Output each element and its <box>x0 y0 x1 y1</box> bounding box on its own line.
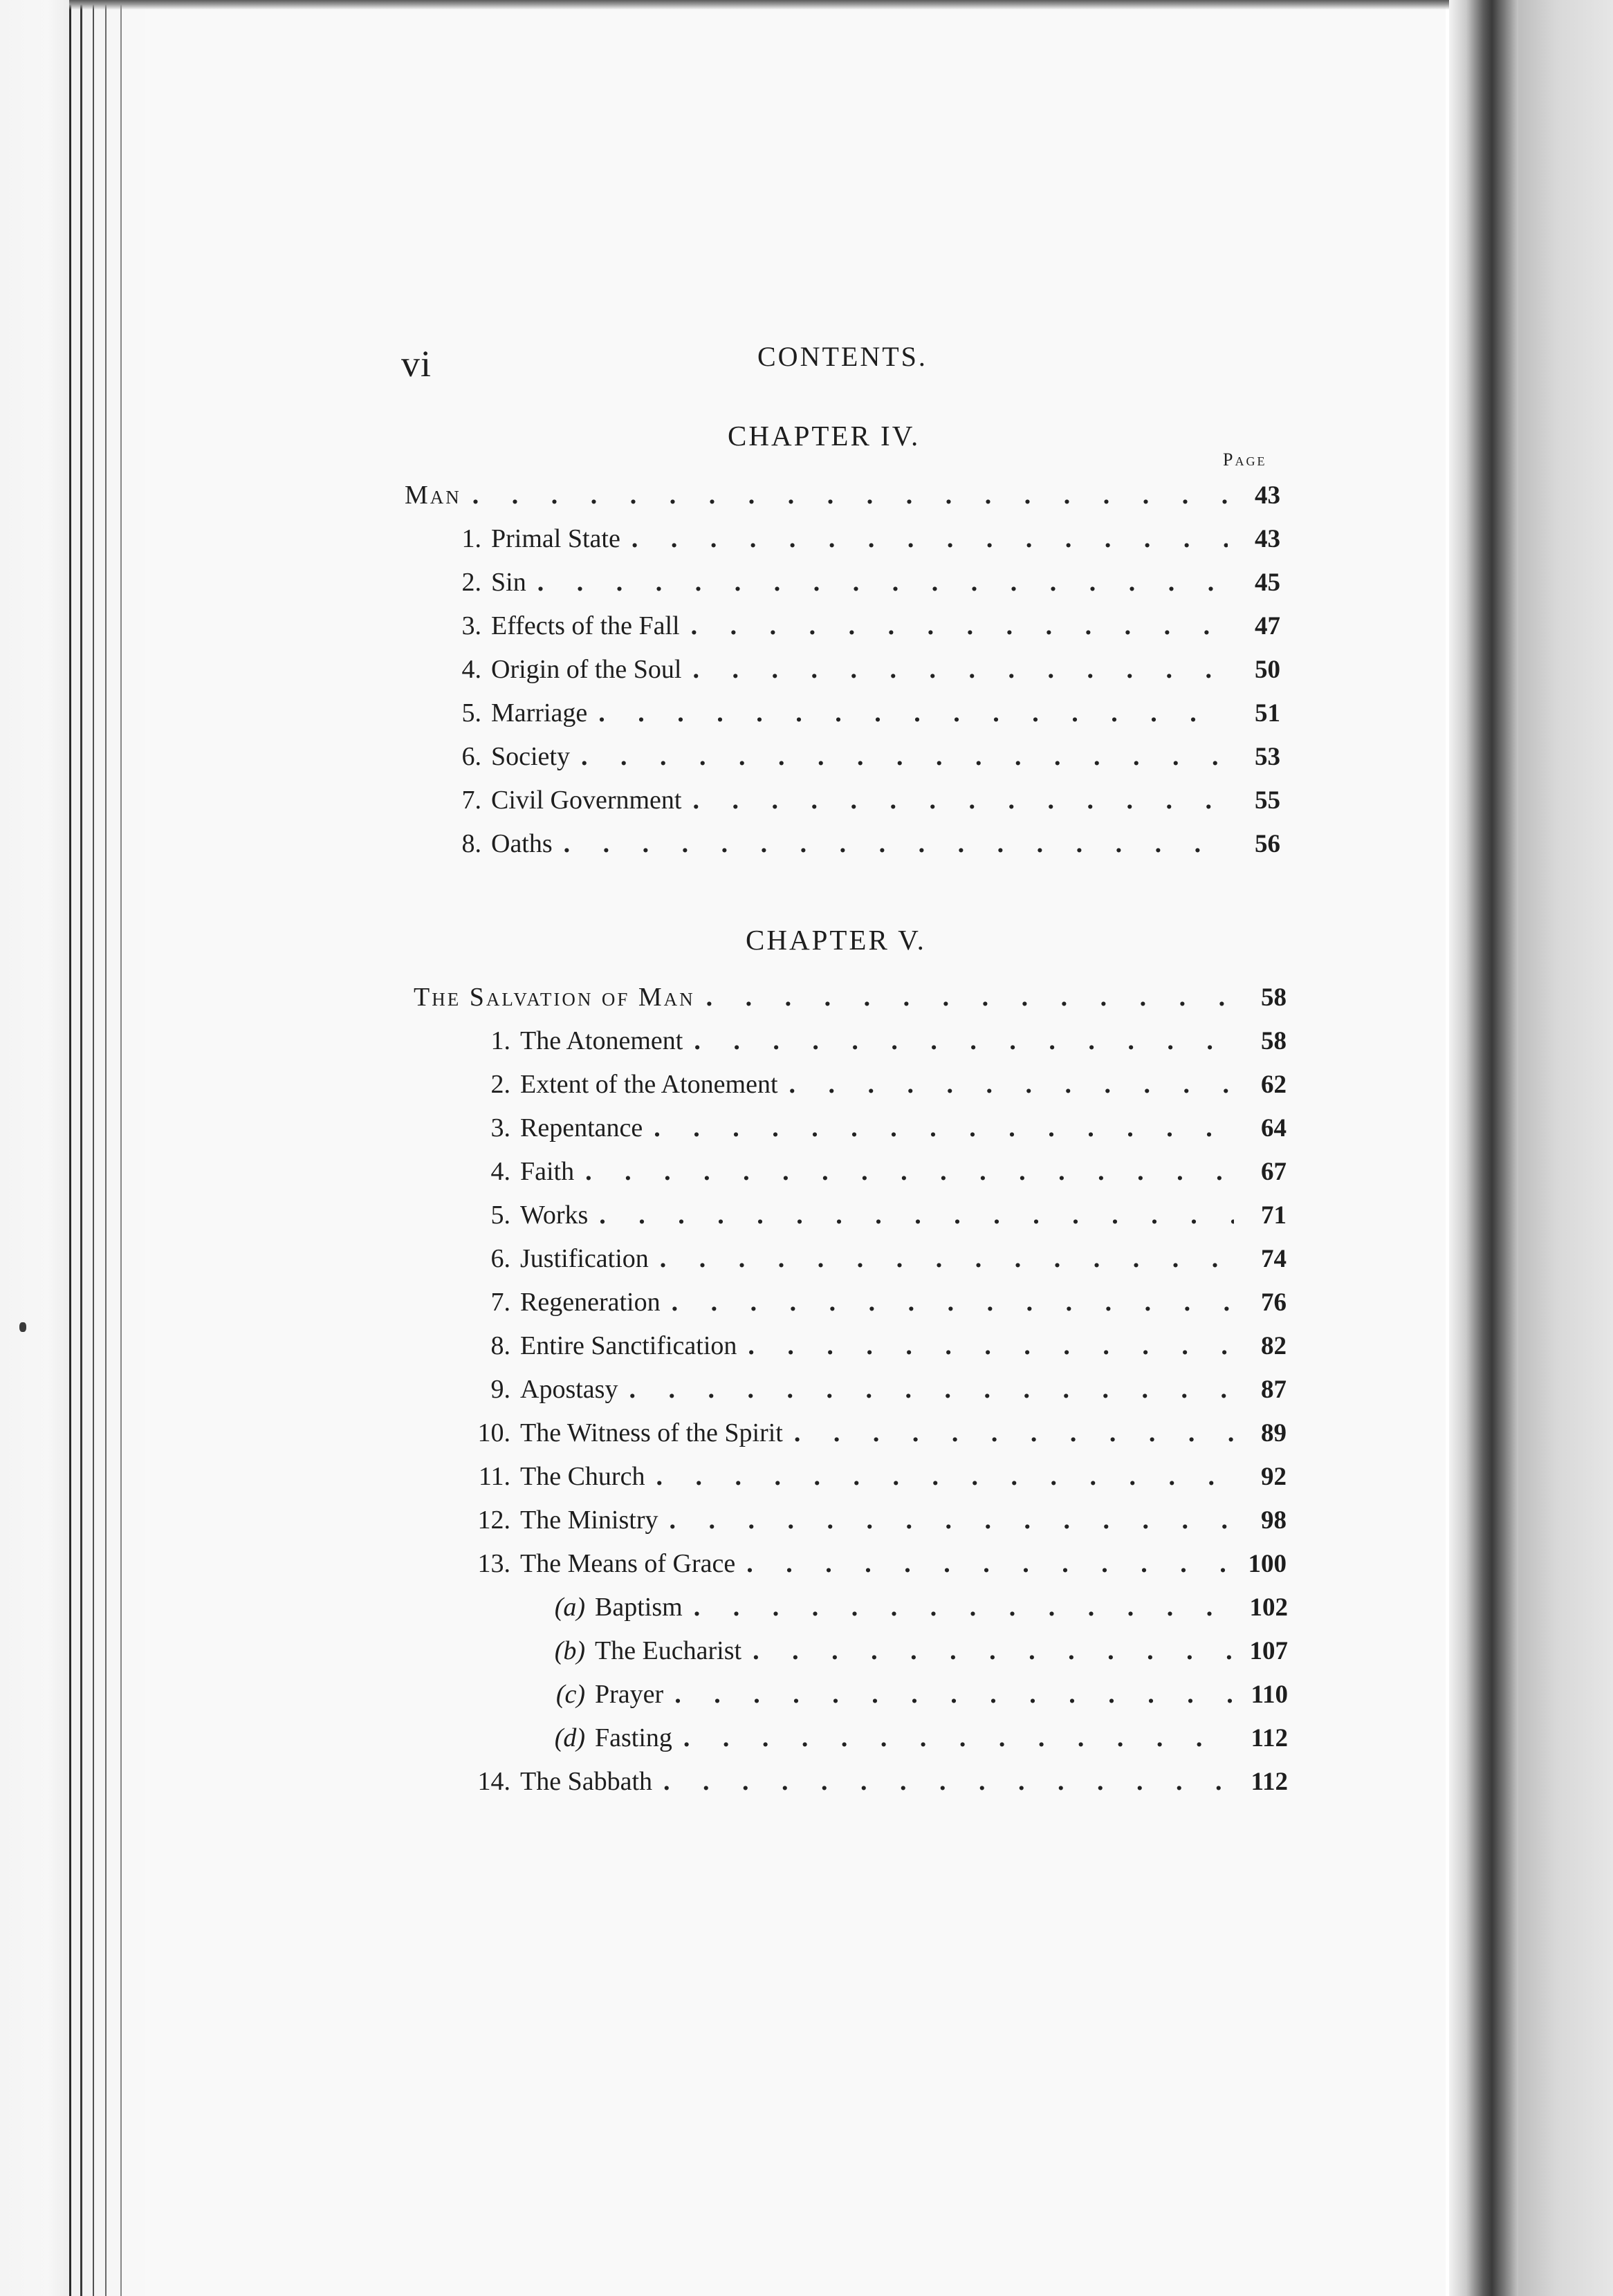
toc-entry[interactable] <box>457 1287 1287 1323</box>
entry-page: 51 <box>1255 699 1280 728</box>
entry-number: 6. <box>490 1244 510 1273</box>
facing-page-edge <box>1518 0 1613 2296</box>
entry-title: Works <box>520 1201 589 1230</box>
leader-dots <box>683 1723 1235 1753</box>
entry-title: Repentance <box>520 1113 643 1142</box>
entry-page: 82 <box>1261 1332 1287 1360</box>
entry-page: 112 <box>1251 1724 1288 1752</box>
leader-dots <box>537 567 1228 598</box>
entry-title: Apostasy <box>520 1375 618 1404</box>
entry-number: 1. <box>490 1026 510 1055</box>
entry-number: 13. <box>477 1549 510 1578</box>
leader-dots <box>599 1200 1234 1230</box>
entry-page: 43 <box>1255 525 1280 553</box>
entry-title: Justification <box>520 1244 649 1273</box>
leader-dots <box>564 828 1228 859</box>
leader-dots <box>656 1461 1234 1492</box>
leader-dots <box>748 1331 1234 1361</box>
entry-page: 89 <box>1261 1419 1287 1447</box>
entry-title: Prayer <box>595 1680 664 1709</box>
entry-number: 4. <box>490 1157 510 1186</box>
page-stack-edges <box>69 0 145 2296</box>
entry-page: 98 <box>1261 1506 1287 1535</box>
entry-number: 3. <box>490 1113 510 1142</box>
leader-dots <box>746 1548 1234 1579</box>
leader-dots <box>706 982 1234 1012</box>
entry-page: 47 <box>1255 612 1280 640</box>
entry-page: 110 <box>1251 1681 1288 1709</box>
entry-title: The Salvation of Man <box>414 983 695 1012</box>
entry-page: 45 <box>1255 568 1280 597</box>
entry-title: Baptism <box>595 1593 683 1622</box>
toc-entry[interactable] <box>450 741 1280 777</box>
entry-number: 5. <box>461 698 481 728</box>
toc-entry[interactable] <box>457 1331 1287 1367</box>
entry-title: The Means of Grace <box>520 1549 736 1578</box>
toc-entry[interactable] <box>405 480 1280 516</box>
page-column-label: Page <box>1223 450 1267 470</box>
entry-page: 67 <box>1261 1158 1287 1186</box>
entry-page: 58 <box>1261 1027 1287 1055</box>
toc-entry[interactable] <box>457 1243 1287 1279</box>
leader-dots <box>691 611 1228 641</box>
entry-number: 6. <box>461 742 481 771</box>
toc-entry[interactable] <box>450 828 1280 864</box>
entry-title: Fasting <box>595 1723 672 1752</box>
toc-entry[interactable] <box>450 785 1280 821</box>
entry-page: 58 <box>1261 983 1287 1012</box>
chapter-heading: CHAPTER IV. <box>728 420 921 452</box>
entry-number: 2. <box>490 1070 510 1099</box>
entry-page: 74 <box>1261 1245 1287 1273</box>
entry-page: 62 <box>1261 1071 1287 1099</box>
leader-dots <box>629 1374 1234 1405</box>
toc-entry[interactable] <box>457 1548 1287 1584</box>
leader-dots <box>598 698 1228 728</box>
entry-number: 4. <box>461 655 481 684</box>
leader-dots <box>789 1069 1234 1100</box>
entry-title: Regeneration <box>520 1288 661 1317</box>
scan-speck <box>19 1322 26 1332</box>
toc-entry[interactable] <box>546 1679 1288 1715</box>
toc-entry[interactable] <box>450 654 1280 690</box>
toc-entry[interactable] <box>450 698 1280 734</box>
entry-number: 10. <box>477 1418 510 1447</box>
entry-title: Marriage <box>491 698 588 728</box>
toc-entry[interactable] <box>457 1156 1287 1192</box>
entry-number: 9. <box>490 1375 510 1404</box>
page-top-shadow <box>69 0 1453 10</box>
entry-title: Primal State <box>491 524 620 553</box>
book-gutter <box>1449 0 1518 2296</box>
entry-letter: (b) <box>554 1636 585 1665</box>
leader-dots <box>692 654 1228 685</box>
entry-letter: (d) <box>554 1723 585 1752</box>
entry-title: Society <box>491 742 570 771</box>
running-head: CONTENTS. <box>757 341 928 372</box>
leader-dots <box>632 524 1228 554</box>
toc-entry[interactable] <box>457 1113 1287 1149</box>
toc-entry[interactable] <box>457 1374 1287 1410</box>
toc-entry[interactable] <box>457 1069 1287 1105</box>
leader-dots <box>674 1679 1235 1710</box>
entry-title: The Sabbath <box>520 1767 653 1796</box>
toc-entry[interactable] <box>457 1418 1287 1454</box>
toc-entry[interactable] <box>457 1505 1287 1541</box>
leader-dots <box>472 480 1228 510</box>
entry-page: 87 <box>1261 1376 1287 1404</box>
entry-number: 8. <box>490 1331 510 1360</box>
toc-entry[interactable] <box>457 1200 1287 1236</box>
entry-page: 107 <box>1249 1637 1288 1665</box>
leader-dots <box>692 785 1228 815</box>
toc-entry[interactable] <box>546 1592 1288 1628</box>
entry-number: 2. <box>461 568 481 597</box>
entry-title: The Eucharist <box>595 1636 742 1665</box>
entry-page: 92 <box>1261 1463 1287 1491</box>
scan-margin <box>0 0 69 2296</box>
entry-title: Sin <box>491 568 526 597</box>
leader-dots <box>794 1418 1234 1448</box>
entry-title: Oaths <box>491 829 553 858</box>
entry-page: 64 <box>1261 1114 1287 1142</box>
toc-entry[interactable] <box>414 982 1287 1018</box>
leader-dots <box>663 1766 1235 1797</box>
leader-dots <box>660 1243 1234 1274</box>
leader-dots <box>585 1156 1234 1187</box>
chapter-heading: CHAPTER V. <box>746 924 926 956</box>
entry-title: Civil Government <box>491 786 682 815</box>
entry-title: Man <box>405 481 461 510</box>
entry-title: The Witness of the Spirit <box>520 1418 783 1447</box>
toc-entry[interactable] <box>457 1026 1287 1062</box>
entry-page: 50 <box>1255 656 1280 684</box>
toc-entry[interactable] <box>457 1766 1288 1802</box>
entry-number: 11. <box>478 1462 510 1491</box>
toc-entry[interactable] <box>546 1636 1288 1672</box>
toc-entry[interactable] <box>546 1723 1288 1759</box>
leader-dots <box>581 741 1228 772</box>
leader-dots <box>694 1592 1235 1622</box>
entry-number: 1. <box>461 524 481 553</box>
leader-dots <box>669 1505 1234 1535</box>
entry-number: 5. <box>490 1201 510 1230</box>
entry-number: 12. <box>477 1506 510 1535</box>
toc-entry[interactable] <box>450 567 1280 603</box>
leader-dots <box>672 1287 1234 1317</box>
entry-title: The Church <box>520 1462 645 1491</box>
entry-title: Faith <box>520 1157 575 1186</box>
entry-page: 112 <box>1251 1768 1288 1796</box>
toc-entry[interactable] <box>450 611 1280 647</box>
entry-page: 76 <box>1261 1288 1287 1317</box>
leader-dots <box>694 1026 1234 1056</box>
entry-number: 7. <box>490 1288 510 1317</box>
entry-title: Entire Sanctification <box>520 1331 737 1360</box>
entry-letter: (a) <box>554 1593 585 1622</box>
entry-title: Effects of the Fall <box>491 611 680 640</box>
entry-page: 53 <box>1255 743 1280 771</box>
entry-title: The Ministry <box>520 1506 658 1535</box>
toc-entry[interactable] <box>457 1461 1287 1497</box>
entry-page: 56 <box>1255 830 1280 858</box>
entry-page: 102 <box>1249 1593 1288 1622</box>
toc-entry[interactable] <box>450 524 1280 559</box>
entry-page: 71 <box>1261 1201 1287 1230</box>
leader-dots <box>654 1113 1234 1143</box>
entry-title: The Atonement <box>520 1026 683 1055</box>
entry-number: 8. <box>461 829 481 858</box>
leader-dots <box>753 1636 1235 1666</box>
entry-page: 55 <box>1255 786 1280 815</box>
page-number: vi <box>401 343 432 385</box>
entry-title: Extent of the Atonement <box>520 1070 778 1099</box>
entry-page: 43 <box>1255 481 1280 510</box>
entry-title: Origin of the Soul <box>491 655 682 684</box>
entry-page: 100 <box>1248 1550 1287 1578</box>
entry-number: 14. <box>477 1767 510 1796</box>
entry-number: 3. <box>461 611 481 640</box>
entry-letter: (c) <box>555 1680 585 1709</box>
entry-number: 7. <box>461 786 481 815</box>
